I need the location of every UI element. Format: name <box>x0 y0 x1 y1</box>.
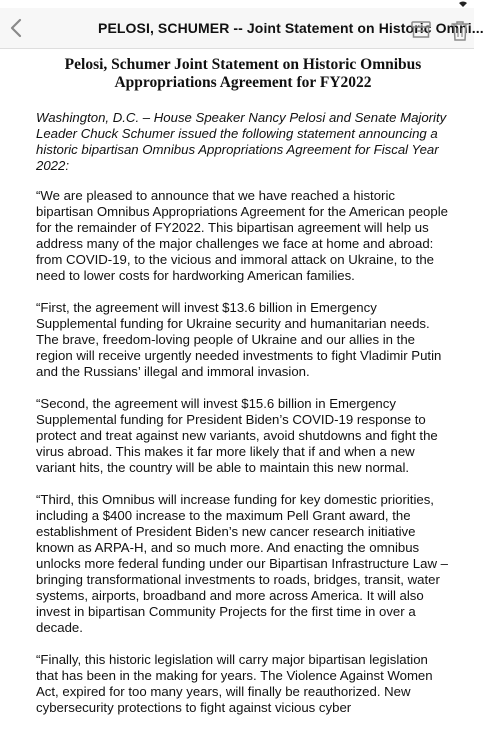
status-bar <box>0 0 474 8</box>
wifi-icon <box>458 0 468 7</box>
body-paragraph-2: “First, the agreement will invest $13.6 billion in Emergency Supplemental funding for Ukraine security and humanitarian needs. The brave, freedom-loving people of Ukraine and our allies in the region will receive urgently needed investments to fight Vladimir Putin and the Russians’ illegal and immoral invasion. <box>36 300 442 379</box>
body-paragraph-5: “Finally, this historic legislation will carry major bipartisan legislation that has been in the making for years. The Violence Against Women Act, expired for too many years, will finally be reauthorized. New cybersecurity protections to fight against vicious cyber <box>36 652 433 715</box>
chevron-left-icon <box>6 16 28 40</box>
body-paragraph-4: “Third, this Omnibus will increase funding for key domestic priorities, including a $400 increase to the maximum Pell Grant award, the establishment of President Biden’s new cancer research initiative known as ARPA-H, and so much more. And enacting the omnibus unlocks more federal funding under our Bipartisan Infrastructure Law – bringing transformational investments to roads, bridges, transit, water systems, airports, broadband and more across America. It will also invest in bipartisan Community Projects for the first time in over a decade. <box>36 492 448 635</box>
navigation-bar <box>0 8 484 49</box>
dateline-paragraph: Washington, D.C. – House Speaker Nancy Pelosi and Senate Majority Leader Chuck Schumer issued the following statement announcing a historic bipartisan Omnibus Appropriations Agreement for Fiscal Year 2022: <box>36 110 447 173</box>
trash-button[interactable] <box>450 20 470 42</box>
back-button[interactable] <box>6 16 28 40</box>
body-paragraph-1: “We are pleased to announce that we have reached a historic bipartisan Omnibus Appropriations Agreement for the American people for the remainder of FY2022. This bipartisan agreement will help us address many of the major challenges we face at home and abroad: from COVID-19, to the vicious and immoral attack on Ukraine, to the need to lower costs for hardworking American families. <box>36 188 448 283</box>
archive-button[interactable] <box>410 20 432 40</box>
email-subject-title: PELOSI, SCHUMER -- Joint Statement on Historic Omni... <box>98 20 484 36</box>
email-body <box>36 56 450 732</box>
archive-icon <box>410 20 432 40</box>
body-paragraph-3: “Second, the agreement will invest $15.6 billion in Emergency Supplemental funding for President Biden’s COVID-19 response to protect and treat against new variants, avoid shutdowns and fight the virus abroad. This makes it far more likely that if and when a new variant hits, the country will be able to maintain this new normal. <box>36 396 438 475</box>
trash-icon <box>450 20 470 42</box>
statement-title: Pelosi, Schumer Joint Statement on Historic Omnibus Appropriations Agreement for FY2022 <box>64 56 422 91</box>
